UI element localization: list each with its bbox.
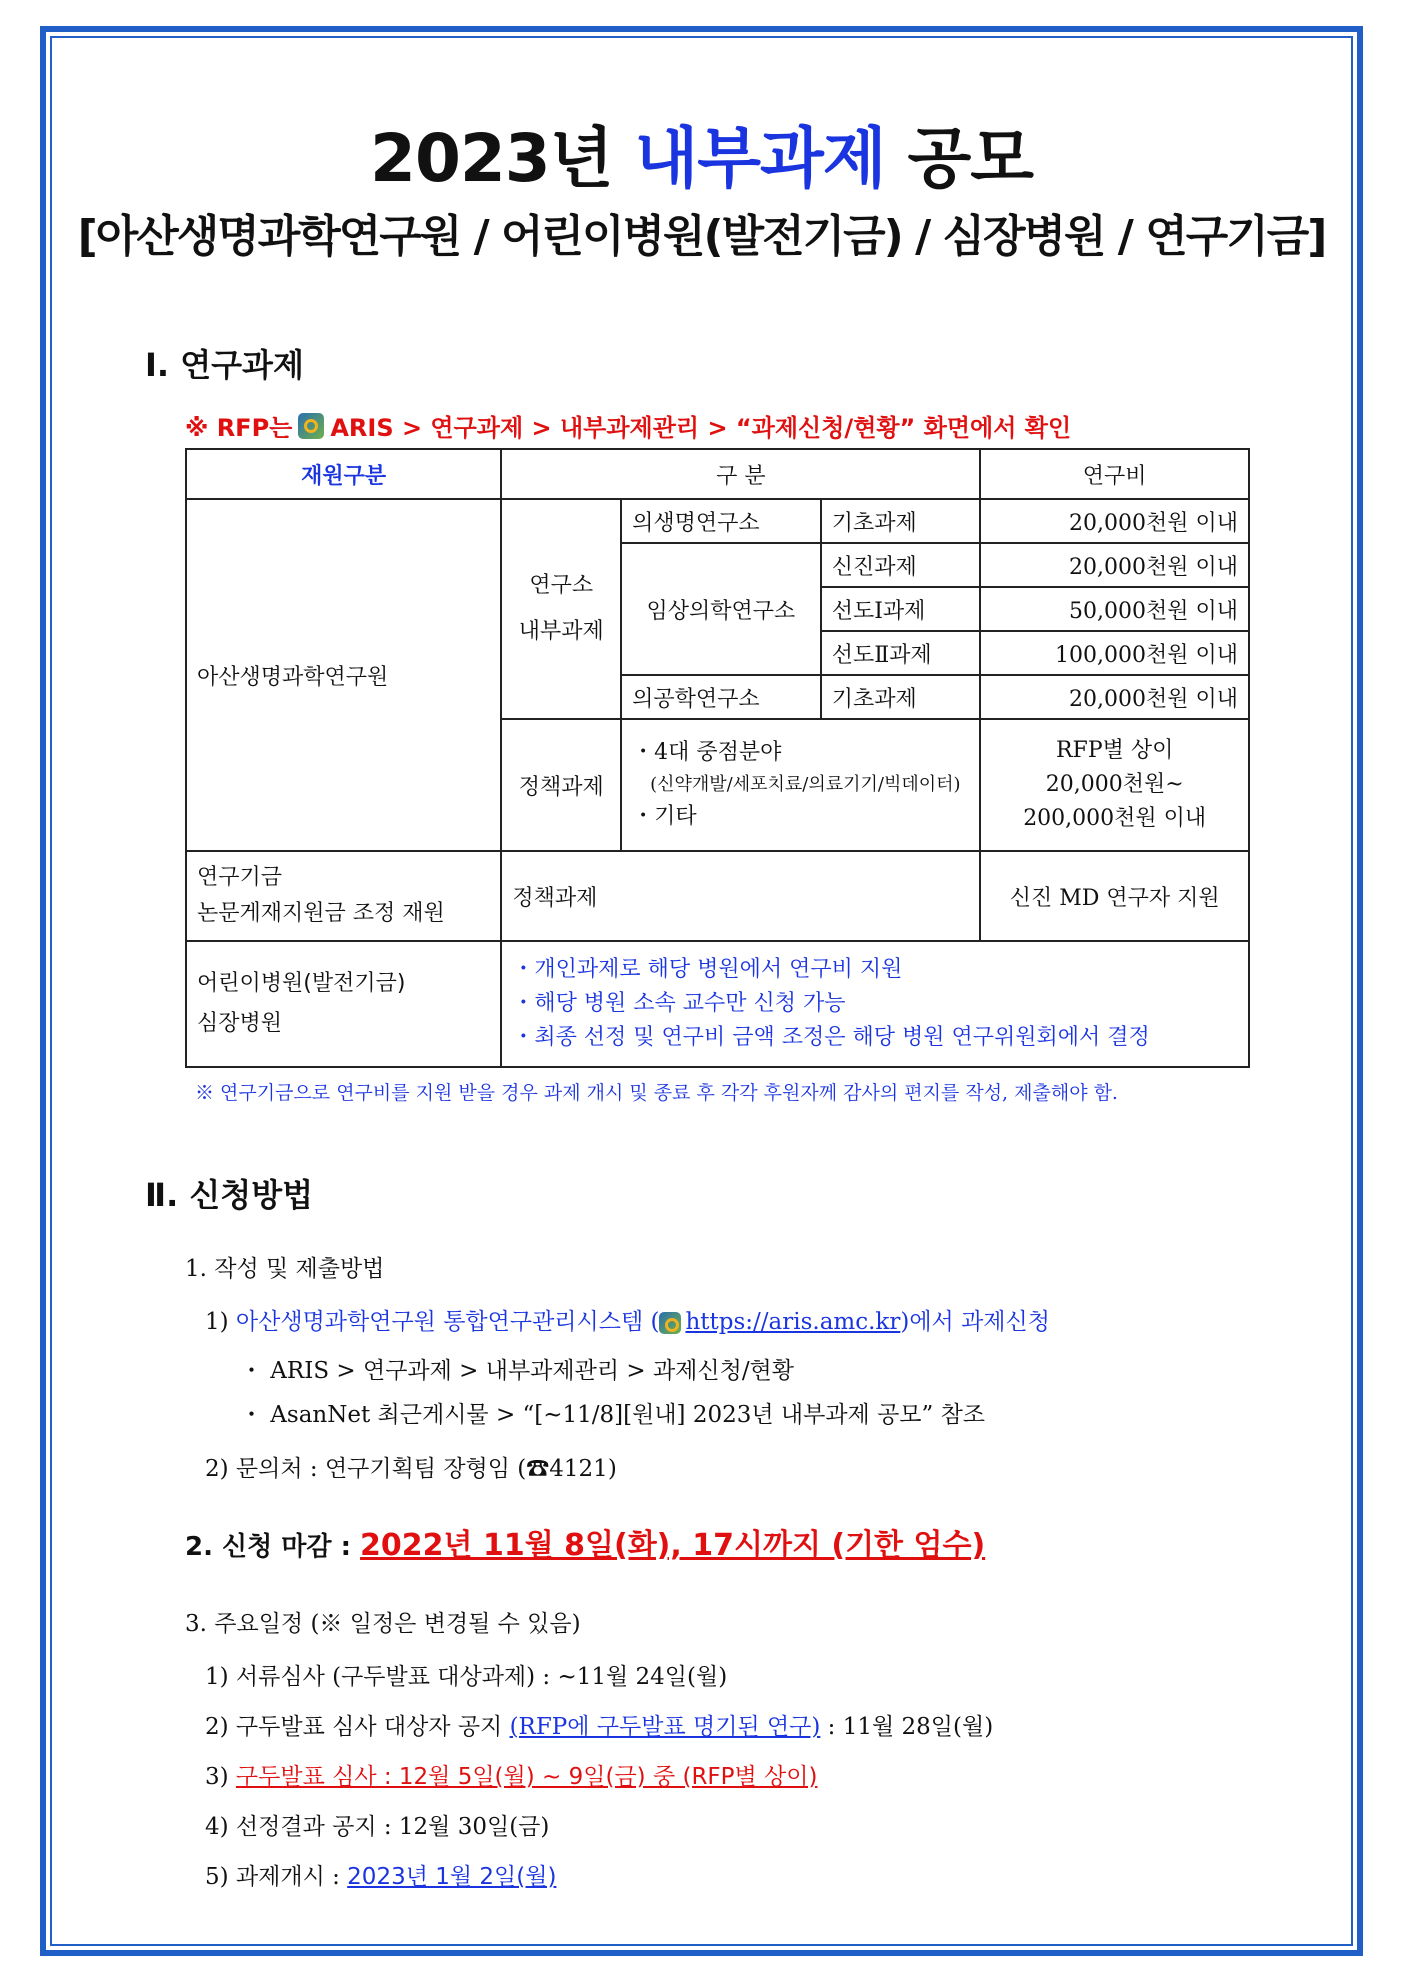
hospital-note: ・최종 선정 및 연구비 금액 조정은 해당 병원 연구위원회에서 결정 [512, 1025, 1150, 1050]
page-subtitle: [아산생명과학연구원 / 어린이병원(발전기금) / 심장병원 / 연구기금] [77, 211, 1326, 262]
contact-info: 2) 문의처 : 연구기획팀 장형임 (☎4121) [205, 1456, 617, 1482]
aris-link[interactable]: https://aris.amc.kr [685, 1309, 901, 1335]
type-cell: 기초과제 [821, 499, 981, 543]
fund-budget: 신진 MD 연구자 지원 [980, 851, 1249, 941]
type-cell: 신진과제 [821, 543, 981, 587]
source-fund-line: 연구기금 [197, 865, 283, 890]
source-fund [186, 851, 501, 941]
schedule-heading: 3. 주요일정 (※ 일정은 변경될 수 있음) [185, 1611, 581, 1637]
budget-cell: 100,000천원 이내 [980, 631, 1249, 675]
hospital-note: ・개인과제로 해당 병원에서 연구비 지원 [512, 957, 903, 982]
header-budget: 연구비 [980, 449, 1249, 499]
policy-budget-line: 200,000천원 이내 [1023, 806, 1207, 831]
policy-item: ・기타 [632, 804, 697, 829]
schedule-item-5: 5) 과제개시 : 2023년 1월 2일(월) [205, 1864, 557, 1890]
type-cell: 선도Ⅱ과제 [821, 631, 981, 675]
fund-type: 정책과제 [501, 851, 980, 941]
header-category: 구 분 [501, 449, 980, 499]
section1-heading: Ⅰ. 연구과제 [145, 346, 304, 384]
schedule-item-1: 1) 서류심사 (구두발표 대상과제) : ~11월 24일(월) [205, 1664, 728, 1690]
policy-item: ・4대 중점분야 [632, 740, 782, 765]
schedule-item-4: 4) 선정결과 공지 : 12월 30일(금) [205, 1814, 550, 1840]
budget-cell: 20,000천원 이내 [980, 543, 1249, 587]
institute-internal: 연구소 내부과제 [501, 499, 621, 719]
source-hospital-line: 심장병원 [197, 1011, 283, 1036]
policy-budget-line: RFP별 상이 [1055, 738, 1174, 763]
source-asan: 아산생명과학연구원 [186, 499, 501, 851]
policy-items [621, 719, 980, 851]
schedule-item-3: 3) 구두발표 심사 : 12월 5일(월) ~ 9일(금) 중 (RFP별 상이) [205, 1764, 818, 1790]
table-footnote: ※ 연구기금으로 연구비를 지원 받을 경우 과제 개시 및 종료 후 각각 후원자께 감사의 편지를 작성, 제출해야 함. [195, 1082, 1118, 1104]
path-asannet: ・ AsanNet 최근게시물 > “[~11/8][원내] 2023년 내부과제 공모” 참조 [240, 1402, 986, 1428]
source-hospital-line: 어린이병원(발전기금) [197, 971, 406, 996]
policy-item-sub: (신약개발/세포치료/의료기기/빅데이터) [650, 774, 961, 795]
aris-logo-icon [298, 413, 324, 439]
policy-budget-line: 20,000천원~ [1045, 772, 1184, 797]
policy-label: 정책과제 [501, 719, 621, 851]
lab-cell: 의생명연구소 [621, 499, 821, 543]
funding-table [185, 448, 1250, 1068]
section2-heading: Ⅱ. 신청방법 [145, 1176, 314, 1214]
type-cell: 기초과제 [821, 675, 981, 719]
page-title: 2023년 내부과제 공모 [370, 120, 1033, 197]
budget-cell: 50,000천원 이내 [980, 587, 1249, 631]
rfp-note: ※ RFP는 ARIS > 연구과제 > 내부과제관리 > “과제신청/현황” 화면에서 확인 [185, 414, 1072, 442]
budget-cell: 20,000천원 이내 [980, 675, 1249, 719]
policy-budget [980, 719, 1249, 851]
aris-logo-icon [659, 1312, 681, 1334]
budget-cell: 20,000천원 이내 [980, 499, 1249, 543]
lab-cell: 임상의학연구소 [621, 543, 821, 675]
deadline: 2. 신청 마감 : 2022년 11월 8일(화), 17시까지 (기한 엄수) [185, 1528, 986, 1563]
type-cell: 선도Ⅰ과제 [821, 587, 981, 631]
header-source: 재원구분 [186, 449, 501, 499]
method-heading: 1. 작성 및 제출방법 [185, 1256, 385, 1282]
lab-cell: 의공학연구소 [621, 675, 821, 719]
method-item-1: 1) 아산생명과학연구원 통합연구관리시스템 ( https://aris.amc.kr)에서 과제신청 [205, 1309, 1050, 1335]
path-aris: ・ ARIS > 연구과제 > 내부과제관리 > 과제신청/현황 [240, 1358, 794, 1384]
source-fund-line: 논문게재지원금 조정 재원 [197, 901, 445, 926]
schedule-item-2: 2) 구두발표 심사 대상자 공지 (RFP에 구두발표 명기된 연구) : 11월 28일(월) [205, 1714, 994, 1740]
source-hospital [186, 941, 501, 1067]
deadline-value: 2022년 11월 8일(화), 17시까지 (기한 엄수) [360, 1528, 986, 1563]
hospital-notes [501, 941, 1249, 1067]
hospital-note: ・해당 병원 소속 교수만 신청 가능 [512, 991, 846, 1016]
